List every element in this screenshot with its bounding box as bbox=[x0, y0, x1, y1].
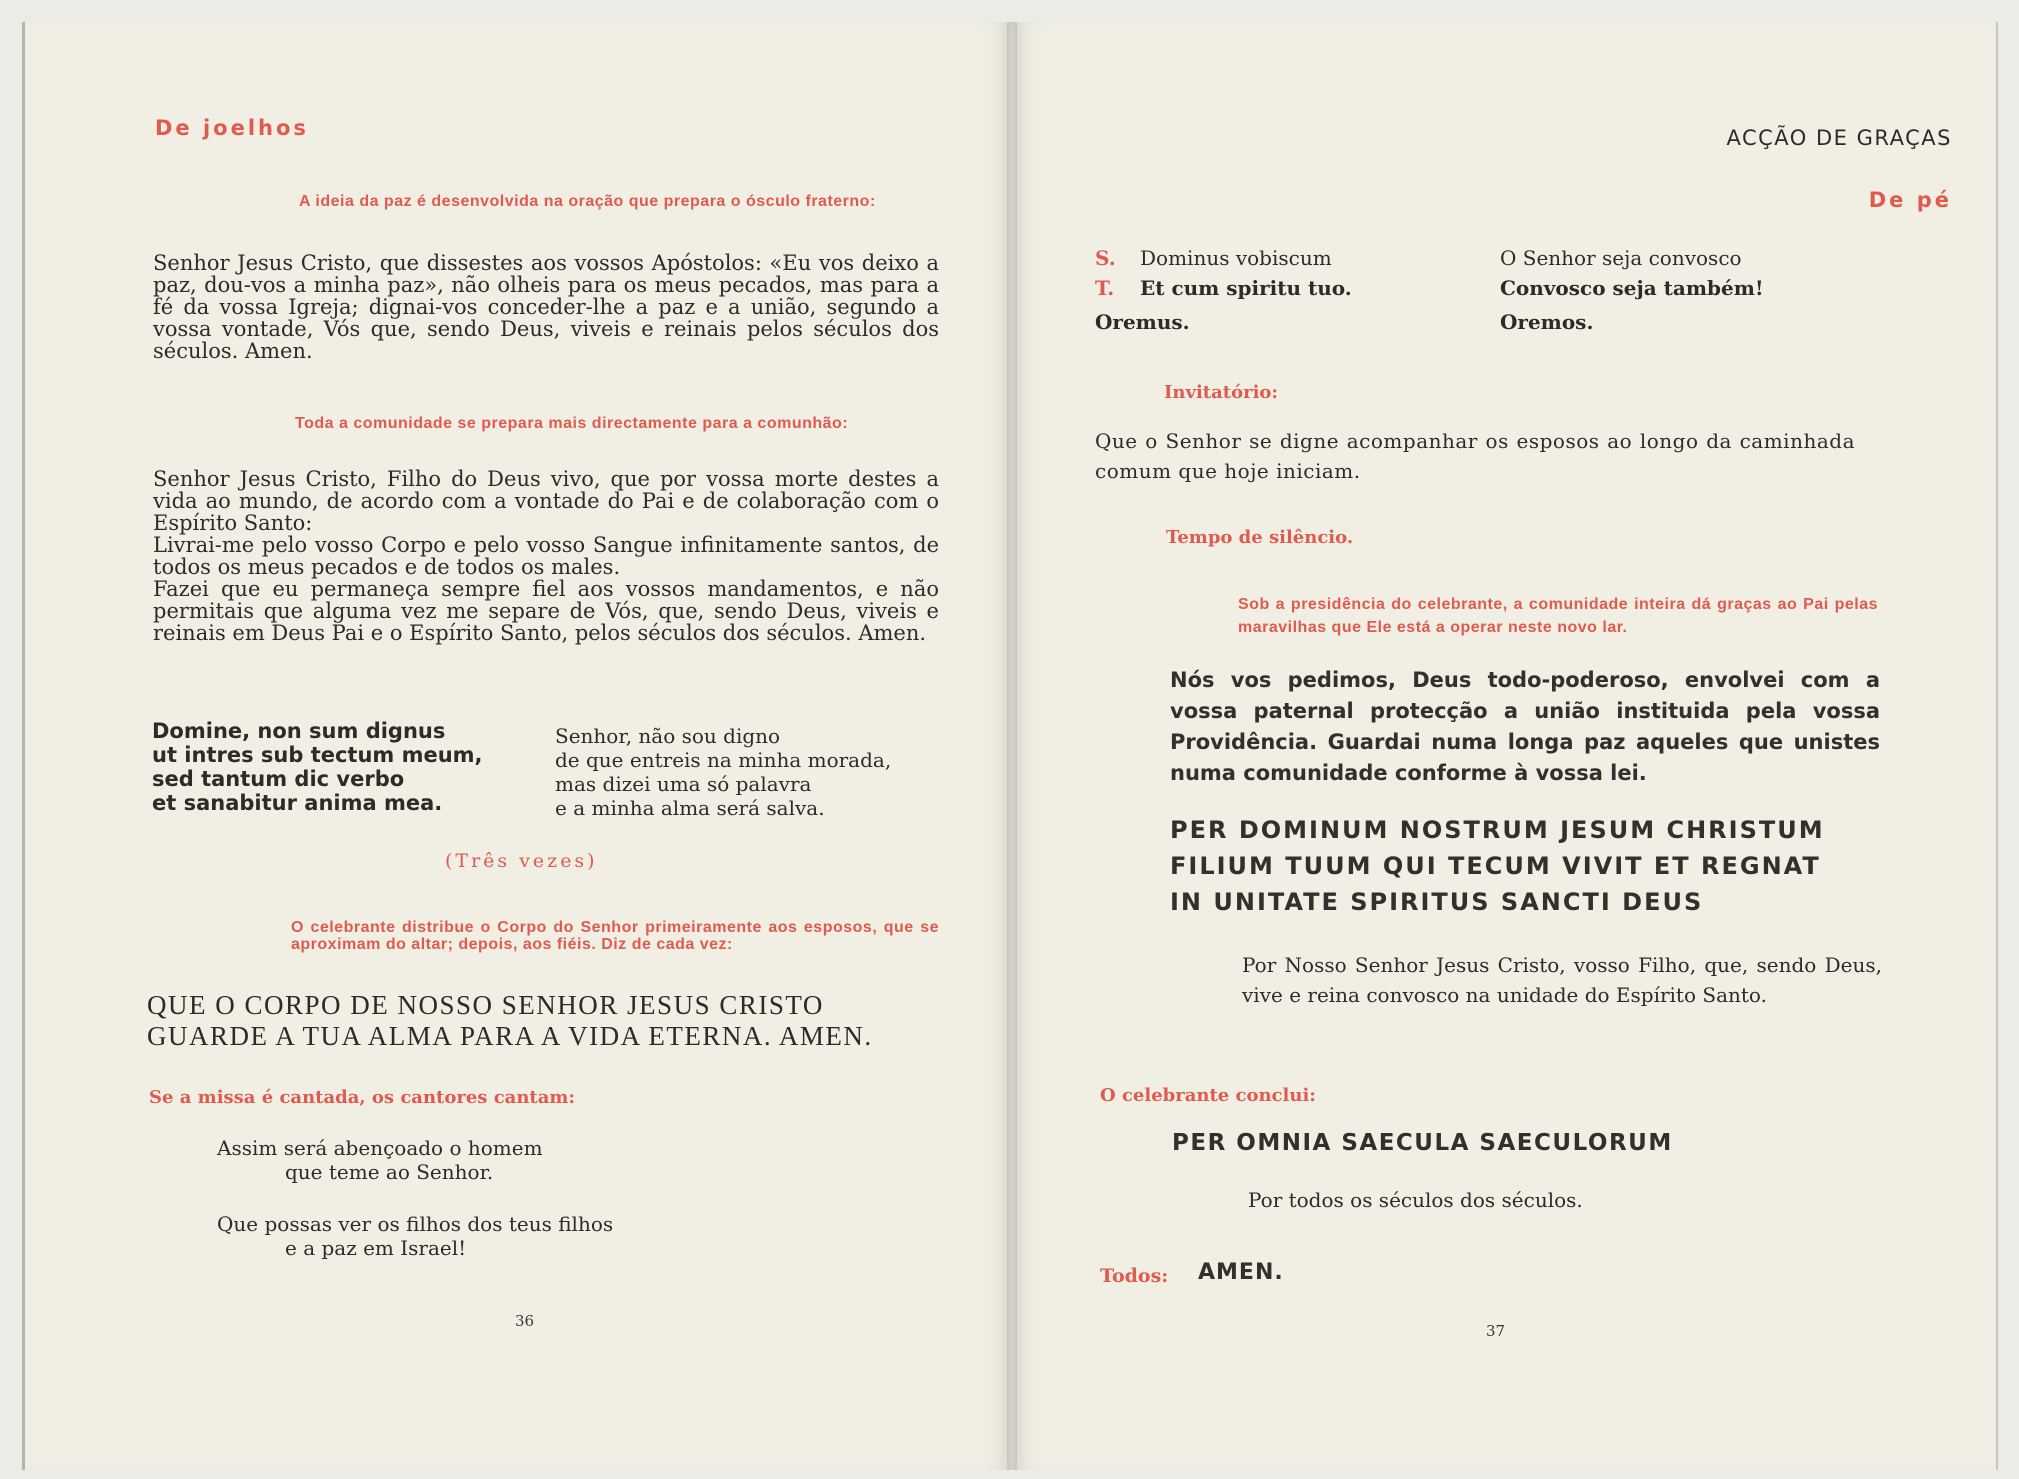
left-page bbox=[22, 22, 1012, 1470]
chant-line: que teme ao Senhor. bbox=[285, 1160, 494, 1184]
tres-vezes: (Três vezes) bbox=[445, 850, 598, 872]
page-number-left: 36 bbox=[515, 1312, 535, 1330]
thanksgiving-prayer: Nós vos pedimos, Deus todo-poderoso, envolvei com a vossa paternal protecção a união instituida pela vossa Providência. Guardai numa longa paz aqueles que unistes numa comunidade conforme à vossa lei. bbox=[1170, 668, 1880, 785]
portuguese-line: de que entreis na minha morada, bbox=[555, 748, 892, 772]
rubric-presidencia: Sob a presidência do celebrante, a comunidade inteira dá graças ao Pai pelas maravilhas que Ele está a operar neste novo lar. bbox=[1238, 596, 1878, 636]
rubric-peace: A ideia da paz é desenvolvida na oração que prepara o ósculo fraterno: bbox=[299, 193, 876, 210]
conclui-label: O celebrante conclui: bbox=[1100, 1085, 1316, 1106]
latin-text: Dominus vobiscum bbox=[1140, 246, 1332, 270]
communion-prayer bbox=[153, 468, 939, 644]
formula-line: GUARDE A TUA ALMA PARA A VIDA ETERNA. AMEN. bbox=[147, 1021, 873, 1051]
book-gutter bbox=[1007, 22, 1017, 1470]
per-dominum-line: IN UNITATE SPIRITUS SANCTI DEUS bbox=[1170, 888, 1704, 916]
latin-line: sed tantum dic verbo bbox=[152, 767, 405, 791]
chant-verse-2 bbox=[217, 1212, 613, 1260]
portuguese-line: mas dizei uma só palavra bbox=[555, 772, 812, 796]
communion-prayer-part3: Fazei que eu permaneça sempre fiel aos vossos mandamentos, e não permitais que alguma vez me separe de Vós, que, sendo Deus, viveis e reinais em Deus Pai e o Espírito Santo, pelos séculos dos séculos. Amen. bbox=[153, 577, 939, 645]
latin-text: Et cum spiritu tuo. bbox=[1140, 276, 1352, 300]
right-page bbox=[1012, 22, 1998, 1470]
domine-portuguese bbox=[555, 724, 945, 820]
portuguese-line: e a minha alma será salva. bbox=[555, 796, 825, 820]
speaker-mark: T. bbox=[1095, 276, 1115, 300]
dialogue-row bbox=[1095, 246, 1955, 276]
portuguese-text: Convosco seja também! bbox=[1500, 276, 1764, 300]
open-booklet bbox=[22, 22, 1998, 1470]
per-dominum-line: FILIUM TUUM QUI TECUM VIVIT ET REGNAT bbox=[1170, 852, 1821, 880]
peace-prayer: Senhor Jesus Cristo, que dissestes aos vossos Apóstolos: «Eu vos deixo a paz, dou-vos a minha paz», não olheis para os meus pecados, mas para a fé da vossa Igreja; dignai-vos conceder-lhe a paz e a união, segundo a vossa vontade, Vós que, sendo Deus, viveis e reinais pelos séculos dos séculos. Amen. bbox=[153, 251, 939, 363]
domine-latin bbox=[152, 719, 532, 815]
portuguese-line: Senhor, não sou digno bbox=[555, 724, 781, 748]
chant-verse-1 bbox=[217, 1136, 543, 1184]
rubric-distribution: O celebrante distribue o Corpo do Senhor primeiramente aos esposos, que se aproximam do altar; depois, aos fiéis. Diz de cada vez: bbox=[291, 919, 939, 953]
chant-line: Que possas ver os filhos dos teus filhos bbox=[217, 1212, 614, 1236]
portuguese-text: Oremos. bbox=[1500, 310, 1594, 334]
formula-line: QUE O CORPO DE NOSSO SENHOR JESUS CRISTO bbox=[147, 990, 824, 1020]
invitatorio-text: Que o Senhor se digne acompanhar os esposos ao longo da caminhada comum que hoje iniciam. bbox=[1095, 429, 1855, 483]
chant-line: e a paz em Israel! bbox=[285, 1236, 467, 1260]
silence-rubric: Tempo de silêncio. bbox=[1166, 527, 1354, 548]
per-dominum-translation: Por Nosso Senhor Jesus Cristo, vosso Filho, que, sendo Deus, vive e reina convosco na unidade do Espírito Santo. bbox=[1242, 953, 1882, 1007]
per-omnia-translation: Por todos os séculos dos séculos. bbox=[1248, 1188, 1583, 1212]
portuguese-text: O Senhor seja convosco bbox=[1500, 246, 1742, 270]
latin-line: ut intres sub tectum meum, bbox=[152, 743, 483, 767]
communion-prayer-part1: Senhor Jesus Cristo, Filho do Deus vivo, que por vossa morte destes a vida ao mundo, de acordo com a vontade do Pai e de colaboração com o Espírito Santo: bbox=[153, 467, 939, 535]
subheading-de-pe: De pé bbox=[1868, 188, 1952, 212]
chant-line: Assim será abençoado o homem bbox=[217, 1136, 543, 1160]
per-omnia: PER OMNIA SAECULA SAECULORUM bbox=[1172, 1130, 1673, 1156]
speaker-mark: S. bbox=[1095, 246, 1116, 270]
rubric-communion: Toda a comunidade se prepara mais directamente para a comunhão: bbox=[295, 415, 849, 432]
page-title: ACÇÃO DE GRAÇAS bbox=[1726, 126, 1952, 150]
latin-line: et sanabitur anima mea. bbox=[152, 791, 443, 815]
invitatorio-label: Invitatório: bbox=[1164, 382, 1279, 403]
amen-response: AMEN. bbox=[1198, 1260, 1284, 1285]
rubric-chant: Se a missa é cantada, os cantores cantam: bbox=[149, 1087, 576, 1108]
per-dominum-line: PER DOMINUM NOSTRUM JESUM CHRISTUM bbox=[1170, 816, 1825, 844]
page-number-right: 37 bbox=[1486, 1322, 1506, 1340]
communion-formula bbox=[147, 990, 947, 1052]
dialogue-row bbox=[1095, 276, 1955, 310]
latin-line: Domine, non sum dignus bbox=[152, 719, 446, 743]
todos-label: Todos: bbox=[1100, 1265, 1169, 1287]
dialogue bbox=[1095, 246, 1955, 340]
per-dominum bbox=[1170, 812, 1890, 920]
section-heading: De joelhos bbox=[155, 116, 309, 140]
dialogue-row bbox=[1095, 310, 1955, 340]
communion-prayer-part2: Livrai-me pelo vosso Corpo e pelo vosso Sangue infinitamente santos, de todos os meus pecados e de todos os males. bbox=[153, 533, 939, 579]
latin-text: Oremus. bbox=[1095, 310, 1190, 334]
